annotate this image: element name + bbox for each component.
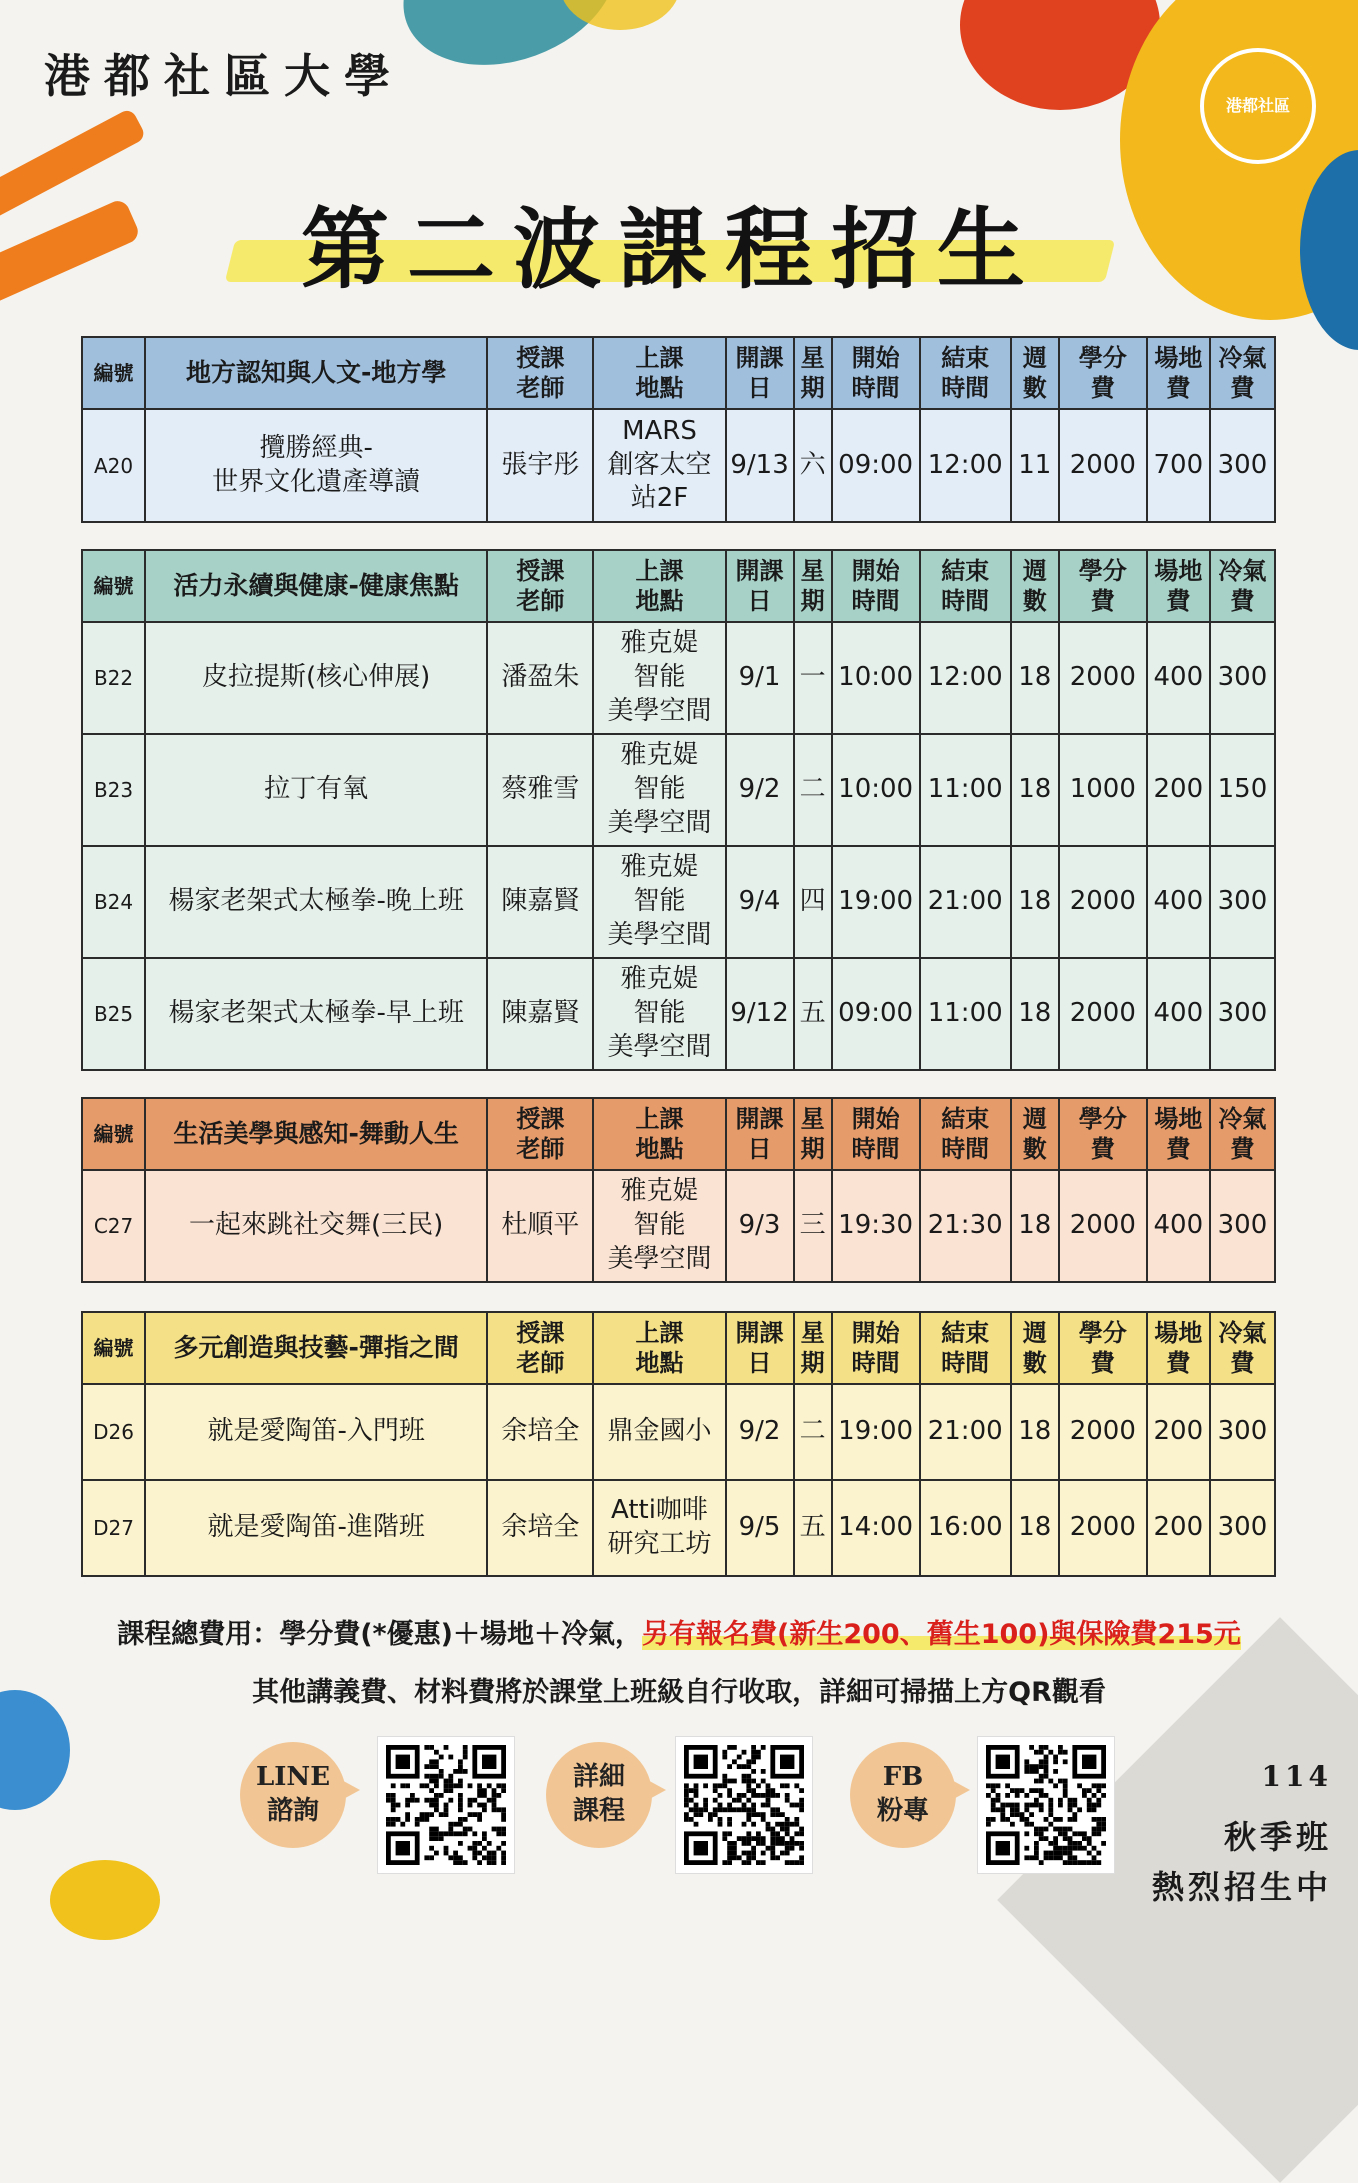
cell-weekday: 三 — [794, 1170, 832, 1282]
cell-start: 14:00 — [832, 1480, 920, 1576]
cell-venue: 400 — [1147, 958, 1210, 1070]
category-header: 生活美學與感知-舞動人生 — [145, 1098, 487, 1170]
column-header: 開課 日 — [726, 337, 794, 409]
org-name: 港都社區大學 — [44, 49, 404, 103]
course-table — [81, 1097, 1276, 1283]
column-header: 場地 費 — [1147, 337, 1210, 409]
cell-ac: 300 — [1210, 846, 1275, 958]
column-header: 開課 日 — [726, 550, 794, 622]
cell-teacher: 蔡雅雪 — [487, 734, 593, 846]
column-header: 編號 — [82, 1098, 145, 1170]
cell-tuition: 2000 — [1059, 846, 1147, 958]
column-header: 星 期 — [794, 1312, 832, 1384]
cell-weeks: 18 — [1011, 734, 1059, 846]
line-bubble — [240, 1742, 346, 1848]
cell-end: 11:00 — [920, 734, 1011, 846]
table-row — [82, 958, 1275, 1070]
cell-name: 楊家老架式太極拳-早上班 — [145, 958, 487, 1070]
cell-venue: 200 — [1147, 1480, 1210, 1576]
cell-end: 21:00 — [920, 1384, 1011, 1480]
column-header: 星 期 — [794, 1098, 832, 1170]
line-qr-code[interactable] — [378, 1737, 514, 1873]
cell-date: 9/12 — [726, 958, 794, 1070]
table-row — [82, 846, 1275, 958]
cell-code: B22 — [82, 622, 145, 734]
cell-date: 9/1 — [726, 622, 794, 734]
column-header: 星 期 — [794, 550, 832, 622]
cell-ac: 300 — [1210, 1480, 1275, 1576]
paint-splash-yellow-bottom — [50, 1860, 160, 1940]
column-header: 冷氣 費 — [1210, 1312, 1275, 1384]
fee-note-extra: 另有報名費(新生200、舊生100)與保險費215元 — [642, 1619, 1241, 1650]
cell-tuition: 2000 — [1059, 1480, 1147, 1576]
cell-weekday: 二 — [794, 1384, 832, 1480]
cell-teacher: 潘盈朱 — [487, 622, 593, 734]
cell-date: 9/4 — [726, 846, 794, 958]
cell-weekday: 五 — [794, 958, 832, 1070]
column-header: 上課 地點 — [593, 337, 725, 409]
corner-slogan: 熱烈招生中 — [1151, 1868, 1332, 1906]
cell-teacher: 余培全 — [487, 1480, 593, 1576]
table-row — [82, 622, 1275, 734]
cell-weekday: 四 — [794, 846, 832, 958]
fb-bubble — [850, 1742, 956, 1848]
line-label: LINE 諮詢 — [255, 1762, 331, 1826]
column-header: 上課 地點 — [593, 1312, 725, 1384]
cell-name: 就是愛陶笛-進階班 — [145, 1480, 487, 1576]
course-table — [81, 1311, 1276, 1577]
cell-end: 11:00 — [920, 958, 1011, 1070]
cell-code: A20 — [82, 409, 145, 522]
column-header: 冷氣 費 — [1210, 337, 1275, 409]
fee-note — [0, 1612, 1358, 1651]
column-header: 學分 費 — [1059, 550, 1147, 622]
column-header: 上課 地點 — [593, 1098, 725, 1170]
column-header: 星 期 — [794, 337, 832, 409]
cell-ac: 300 — [1210, 622, 1275, 734]
cell-venue: 400 — [1147, 1170, 1210, 1282]
cell-ac: 300 — [1210, 958, 1275, 1070]
cell-place: Atti咖啡 研究工坊 — [593, 1480, 725, 1576]
category-header: 地方認知與人文-地方學 — [145, 337, 487, 409]
fb-label: FB 粉專 — [876, 1762, 929, 1826]
cell-tuition: 2000 — [1059, 1384, 1147, 1480]
column-header: 學分 費 — [1059, 1098, 1147, 1170]
column-header: 編號 — [82, 337, 145, 409]
cell-name: 一起來跳社交舞(三民) — [145, 1170, 487, 1282]
cell-ac: 300 — [1210, 1384, 1275, 1480]
cell-teacher: 陳嘉賢 — [487, 958, 593, 1070]
cell-date: 9/3 — [726, 1170, 794, 1282]
column-header: 授課 老師 — [487, 337, 593, 409]
column-header: 開始 時間 — [832, 337, 920, 409]
column-header: 學分 費 — [1059, 337, 1147, 409]
cell-weeks: 18 — [1011, 1480, 1059, 1576]
column-header: 週 數 — [1011, 1312, 1059, 1384]
cell-ac: 300 — [1210, 1170, 1275, 1282]
column-header: 冷氣 費 — [1210, 1098, 1275, 1170]
cell-place: 雅克媞 智能 美學空間 — [593, 846, 725, 958]
course-bubble — [546, 1742, 652, 1848]
column-header: 週 數 — [1011, 1098, 1059, 1170]
column-header: 週 數 — [1011, 337, 1059, 409]
column-header: 場地 費 — [1147, 550, 1210, 622]
column-header: 開始 時間 — [832, 1312, 920, 1384]
column-header: 場地 費 — [1147, 1312, 1210, 1384]
cell-weekday: 五 — [794, 1480, 832, 1576]
course-table — [81, 549, 1276, 1071]
cell-name: 楊家老架式太極拳-晚上班 — [145, 846, 487, 958]
corner-year: 114 — [1261, 1760, 1332, 1793]
cell-code: B24 — [82, 846, 145, 958]
material-note: 其他講義費、材料費將於課堂上班級自行收取，詳細可掃描上方QR觀看 — [252, 1677, 1106, 1708]
fb-qr-code[interactable] — [978, 1737, 1114, 1873]
column-header: 授課 老師 — [487, 1098, 593, 1170]
cell-teacher: 杜順平 — [487, 1170, 593, 1282]
cell-weeks: 18 — [1011, 1170, 1059, 1282]
column-header: 學分 費 — [1059, 1312, 1147, 1384]
column-header: 授課 老師 — [487, 550, 593, 622]
table-header-row — [82, 337, 1275, 409]
table-header-row — [82, 1098, 1275, 1170]
cell-tuition: 1000 — [1059, 734, 1147, 846]
cell-venue: 200 — [1147, 734, 1210, 846]
cell-date: 9/13 — [726, 409, 794, 522]
table-row — [82, 734, 1275, 846]
cell-end: 21:00 — [920, 846, 1011, 958]
cell-date: 9/2 — [726, 734, 794, 846]
cell-end: 12:00 — [920, 622, 1011, 734]
category-header: 活力永續與健康-健康焦點 — [145, 550, 487, 622]
cell-place: 雅克媞 智能 美學空間 — [593, 1170, 725, 1282]
column-header: 冷氣 費 — [1210, 550, 1275, 622]
cell-weeks: 18 — [1011, 1384, 1059, 1480]
cell-date: 9/2 — [726, 1384, 794, 1480]
table-header-row — [82, 1312, 1275, 1384]
column-header: 場地 費 — [1147, 1098, 1210, 1170]
cell-weeks: 18 — [1011, 846, 1059, 958]
column-header: 開課 日 — [726, 1312, 794, 1384]
cell-weeks: 18 — [1011, 958, 1059, 1070]
cell-tuition: 2000 — [1059, 409, 1147, 522]
cell-place: 鼎金國小 — [593, 1384, 725, 1480]
cell-code: D26 — [82, 1384, 145, 1480]
cell-end: 16:00 — [920, 1480, 1011, 1576]
cell-venue: 700 — [1147, 409, 1210, 522]
cell-weekday: 一 — [794, 622, 832, 734]
column-header: 結束 時間 — [920, 337, 1011, 409]
qr-icon — [684, 1745, 804, 1865]
column-header: 開課 日 — [726, 1098, 794, 1170]
category-header: 多元創造與技藝-彈指之間 — [145, 1312, 487, 1384]
cell-place: 雅克媞 智能 美學空間 — [593, 958, 725, 1070]
course-qr-code[interactable] — [676, 1737, 812, 1873]
cell-place: 雅克媞 智能 美學空間 — [593, 734, 725, 846]
cell-name: 攬勝經典- 世界文化遺產導讀 — [145, 409, 487, 522]
cell-code: B25 — [82, 958, 145, 1070]
cell-name: 就是愛陶笛-入門班 — [145, 1384, 487, 1480]
course-table — [81, 336, 1276, 523]
page-title: 第二波課程招生 — [300, 197, 1043, 301]
cell-start: 10:00 — [832, 622, 920, 734]
title-block — [222, 180, 1122, 301]
cell-tuition: 2000 — [1059, 958, 1147, 1070]
column-header: 開始 時間 — [832, 1098, 920, 1170]
cell-weeks: 11 — [1011, 409, 1059, 522]
corner-term: 秋季班 — [1223, 1818, 1332, 1856]
cell-tuition: 2000 — [1059, 622, 1147, 734]
cell-start: 09:00 — [832, 409, 920, 522]
cell-teacher: 張宇彤 — [487, 409, 593, 522]
cell-code: D27 — [82, 1480, 145, 1576]
paint-stroke-orange-2 — [0, 197, 142, 306]
column-header: 結束 時間 — [920, 1098, 1011, 1170]
cell-teacher: 陳嘉賢 — [487, 846, 593, 958]
table-row — [82, 1170, 1275, 1282]
cell-start: 19:30 — [832, 1170, 920, 1282]
cell-place: MARS 創客太空 站2F — [593, 409, 725, 522]
table-row — [82, 1384, 1275, 1480]
cell-tuition: 2000 — [1059, 1170, 1147, 1282]
cell-venue: 400 — [1147, 622, 1210, 734]
cell-start: 09:00 — [832, 958, 920, 1070]
column-header: 結束 時間 — [920, 1312, 1011, 1384]
cell-code: C27 — [82, 1170, 145, 1282]
column-header: 開始 時間 — [832, 550, 920, 622]
cell-start: 19:00 — [832, 846, 920, 958]
cell-start: 19:00 — [832, 1384, 920, 1480]
cell-name: 拉丁有氧 — [145, 734, 487, 846]
column-header: 編號 — [82, 550, 145, 622]
cell-end: 12:00 — [920, 409, 1011, 522]
cell-weekday: 二 — [794, 734, 832, 846]
column-header: 結束 時間 — [920, 550, 1011, 622]
table-header-row — [82, 550, 1275, 622]
cell-end: 21:30 — [920, 1170, 1011, 1282]
cell-code: B23 — [82, 734, 145, 846]
qr-icon — [386, 1745, 506, 1865]
cell-ac: 300 — [1210, 409, 1275, 522]
cell-date: 9/5 — [726, 1480, 794, 1576]
column-header: 週 數 — [1011, 550, 1059, 622]
cell-weeks: 18 — [1011, 622, 1059, 734]
cell-venue: 200 — [1147, 1384, 1210, 1480]
cell-start: 10:00 — [832, 734, 920, 846]
cell-place: 雅克媞 智能 美學空間 — [593, 622, 725, 734]
school-logo — [1200, 48, 1316, 164]
cell-ac: 150 — [1210, 734, 1275, 846]
column-header: 授課 老師 — [487, 1312, 593, 1384]
cell-name: 皮拉提斯(核心伸展) — [145, 622, 487, 734]
table-row — [82, 1480, 1275, 1576]
column-header: 編號 — [82, 1312, 145, 1384]
fee-note-main: 課程總費用：學分費(*優惠)＋場地＋冷氣， — [117, 1619, 643, 1650]
table-row — [82, 409, 1275, 522]
course-label: 詳細 課程 — [572, 1762, 625, 1826]
logo-text: 港都社區 — [1225, 96, 1290, 116]
column-header: 上課 地點 — [593, 550, 725, 622]
qr-icon — [986, 1745, 1106, 1865]
cell-venue: 400 — [1147, 846, 1210, 958]
cell-weekday: 六 — [794, 409, 832, 522]
cell-teacher: 余培全 — [487, 1384, 593, 1480]
